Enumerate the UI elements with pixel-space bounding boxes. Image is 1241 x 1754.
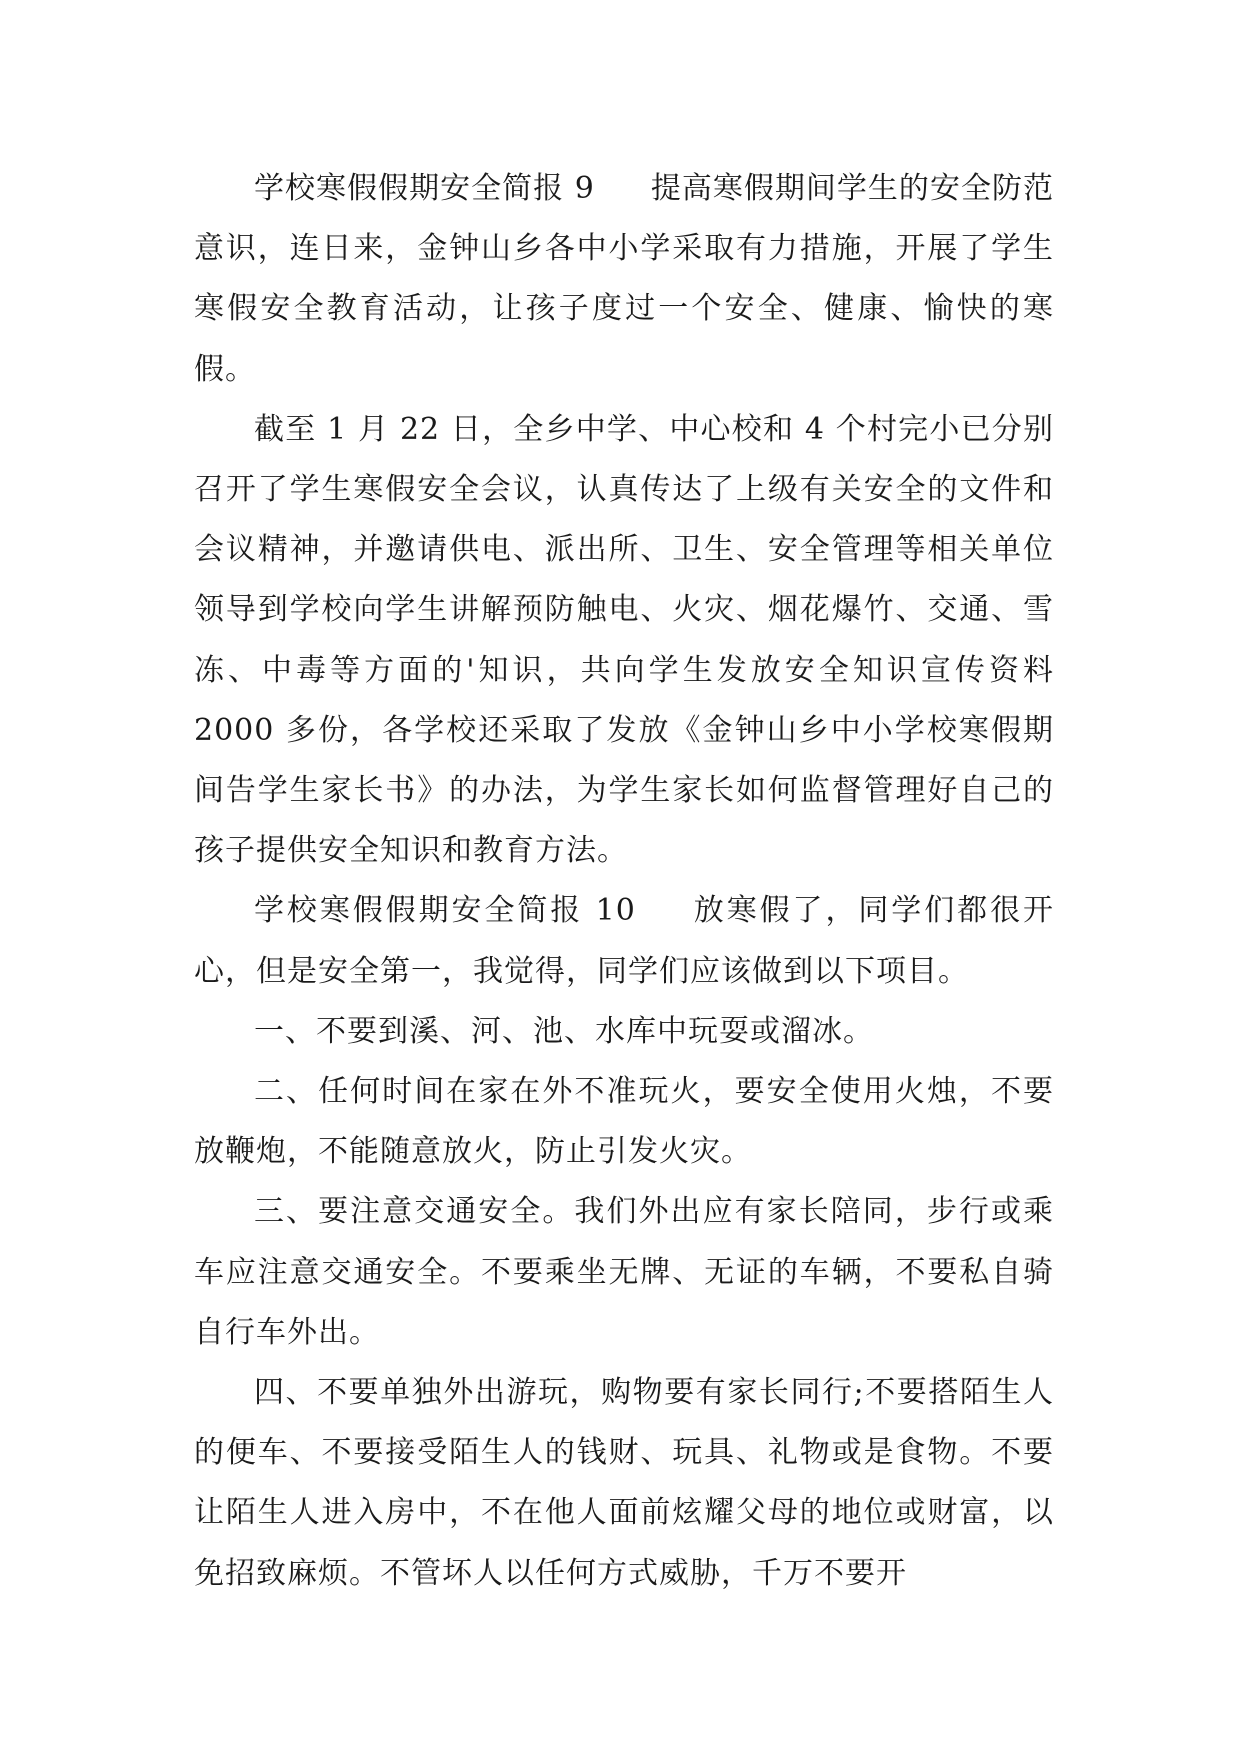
paragraph-text: 二、任何时间在家在外不准玩火，要安全使用火烛，不要放鞭炮，不能随意放火，防止引发火灾。: [194, 1074, 1054, 1170]
paragraph-5: [194, 1062, 1054, 1182]
paragraph-text: 提高寒假期间学生的安全防范意识，连日来，金钟山乡各中小学采取有力措施，开展了学生寒假安全教育活动，让孩子度过一个安全、健康、愉快的寒假。: [194, 171, 1054, 387]
paragraph-text: 四、不要单独外出游玩，购物要有家长同行;不要搭陌生人的便车、不要接受陌生人的钱财、玩具、礼物或是食物。不要让陌生人进入房中，不在他人面前炫耀父母的地位或财富，以免招致麻烦。不管坏人以任何方式威胁，千万不要开: [194, 1375, 1054, 1591]
paragraph-7: [194, 1363, 1054, 1604]
paragraph-text: 一、不要到溪、河、池、水库中玩耍或溜冰。: [254, 1013, 874, 1049]
section-heading: 学校寒假假期安全简报 9: [254, 171, 595, 206]
section-heading: 学校寒假假期安全简报 10: [254, 893, 636, 929]
document-body: [194, 159, 1054, 1604]
paragraph-3: [194, 881, 1054, 1001]
paragraph-text: 三、要注意交通安全。我们外出应有家长陪同，步行或乘车应注意交通安全。不要乘坐无牌、无证的车辆，不要私自骑自行车外出。: [194, 1194, 1054, 1350]
paragraph-6: [194, 1182, 1054, 1363]
paragraph-2: [194, 400, 1054, 882]
paragraph-4: [194, 1002, 1054, 1062]
paragraph-1: [194, 159, 1054, 400]
paragraph-text: 截至 1 月 22 日，全乡中学、中心校和 4 个村完小已分别召开了学生寒假安全会议，认真传达了上级有关安全的文件和会议精神，并邀请供电、派出所、卫生、安全管理等相关单位领导到学校向学生讲解预防触电、火灾、烟花爆竹、交通、雪冻、中毒等方面的'知识，共向学生发放安全知识宣传资料 2000 多份，各学校还采取了发放《金钟山乡中小学校寒假期间告学生家长书》的办法，为学生家长如何监督管理好自己的孩子提供安全知识和教育方法。: [194, 411, 1054, 869]
paragraph-text: 放寒假了，同学们都很开心，但是安全第一，我觉得，同学们应该做到以下项目。: [194, 893, 1054, 989]
